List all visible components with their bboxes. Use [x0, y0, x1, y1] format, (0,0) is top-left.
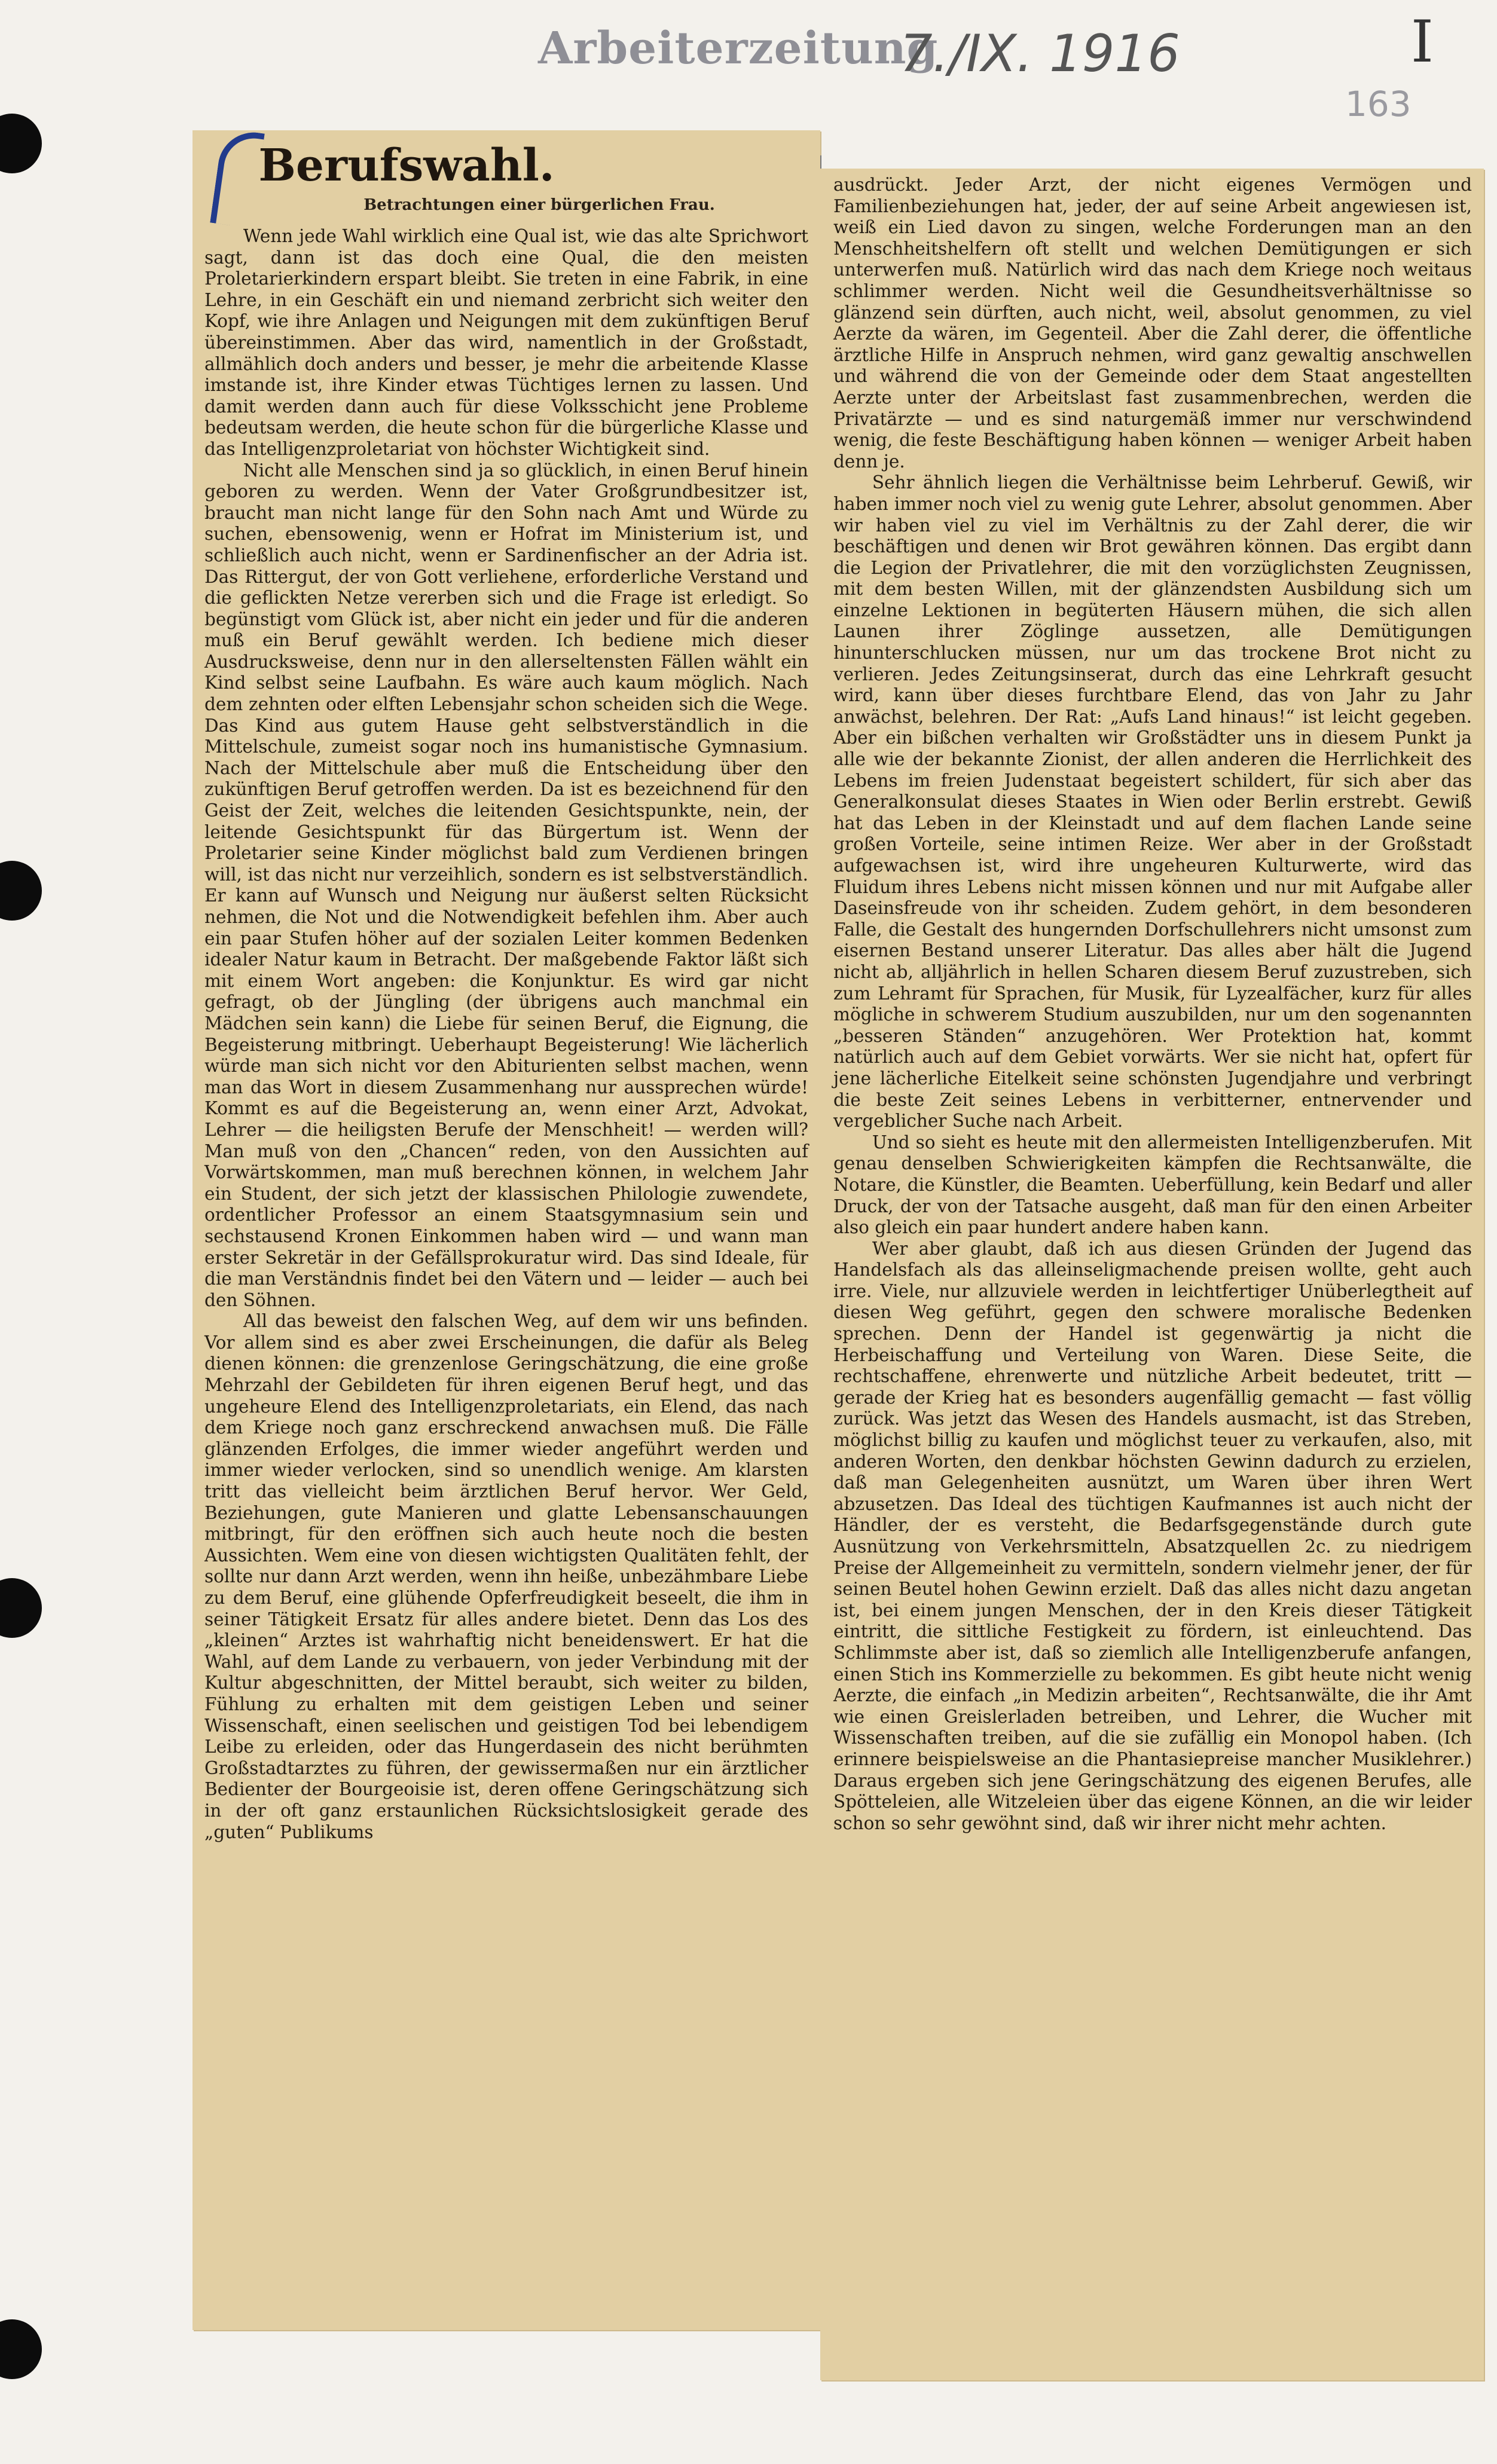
punch-hole	[0, 1578, 42, 1638]
clipping-right-column	[820, 169, 1484, 2380]
paragraph: ausdrückt. Jeder Arzt, der nicht eigenes Vermögen und Familienbeziehungen hat, jeder, der auf seine Arbeit angewiesen ist, weiß ein Lied davon zu singen, welche Forderungen man an den Menschheitshelfern oft stellt und welchen Demütigungen er sich unterwerfen muß. Natürlich wird das nach dem Kriege noch weitaus schlimmer werden. Nicht weil die Gesundheitsverhältnisse so glänzend sein dürften, auch nicht, weil, absolut genommen, zu viel Aerzte da wären, im Gegenteil. Aber die Zahl derer, die öffentliche ärztliche Hilfe in Anspruch nehmen, wird ganz gewaltig anschwellen und während die von der Gemeinde oder dem Staat angestellten Aerzte unter der Arbeitslast fast zusammenbrechen, werden die Privatärzte — und es sind naturgemäß immer nur verschwindend wenig, die feste Beschäftigung haben können — weniger Arbeit haben denn je.	[833, 175, 1472, 472]
paragraph: Nicht alle Menschen sind ja so glücklich, in einen Beruf hinein geboren zu werden. Wenn der Vater Großgrundbesitzer ist, braucht man nicht lange für den Sohn nach Amt und Würde zu suchen, ebensowenig, wenn er Hofrat im Ministerium ist, und schließlich auch nicht, wenn er Sardinenfischer an der Adria ist. Das Rittergut, der von Gott verliehene, erforderliche Verstand und die geflickten Netze vererben sich und die Frage ist erledigt. So begünstigt vom Glück ist, aber nicht ein jeder und für die anderen muß ein Beruf gewählt werden. Ich bediene mich dieser Ausdrucksweise, denn nur in den allerseltensten Fällen wählt ein Kind selbst seine Laufbahn. Es wäre auch kaum möglich. Nach dem zehnten oder elften Lebensjahr schon scheiden sich die Wege. Das Kind aus gutem Hause geht selbstverständlich in die Mittelschule, zumeist sogar noch ins humanistische Gymnasium. Nach der Mittelschule aber muß die Entscheidung über den zukünftigen Beruf getroffen werden. Da ist es bezeichnend für den Geist der Zeit, welches die leitenden Gesichtspunkte, nein, der leitende Gesichtspunkt für das Bürgertum ist. Wenn der Proletarier seine Kinder möglichst bald zum Verdienen bringen will, ist das nicht nur verzeihlich, sondern es ist selbstverständlich. Er kann auf Wunsch und Neigung nur äußerst selten Rücksicht nehmen, die Not und die Notwendigkeit befehlen ihm. Aber auch ein paar Stufen höher auf der sozialen Leiter kommen Bedenken idealer Natur kaum in Betracht. Der maßgebende Faktor läßt sich mit einem Wort angeben: die Konjunktur. Es wird gar nicht gefragt, ob der Jüngling (der übrigens auch manchmal ein Mädchen sein kann) die Liebe für seinen Beruf, die Eignung, die Begeisterung mitbringt. Ueberhaupt Begeisterung! Wie lächerlich würde man sich nicht vor den Abiturienten selbst machen, wenn man das Wort in diesem Zusammenhang nur aussprechen würde! Kommt es auf die Begeisterung an, wenn einer Arzt, Advokat, Lehrer — die heiligsten Berufe der Menschheit! — werden will? Man muß von den „Chancen“ reden, von den Aussichten auf Vorwärtskommen, man muß berechnen können, in welchem Jahr ein Student, der sich jetzt der klassischen Philologie zuwendete, ordentlicher Professor an einem Staatsgymnasium sein und sechstausend Kronen Einkommen haben wird — und wann man erster Sekretär in der Gefällsprokuratur wird. Das sind Ideale, für die man Verständnis findet bei den Vätern und — leider — auch bei den Söhnen.	[204, 460, 808, 1310]
article-text-right	[833, 175, 1472, 2374]
paragraph: Wer aber glaubt, daß ich aus diesen Gründen der Jugend das Handelsfach als das alleinseligmachende preisen wollte, geht auch irre. Viele, nur allzuviele werden in leichtfertiger Unüberlegtheit auf diesen Weg geführt, gegen den schwere moralische Bedenken sprechen. Denn der Handel ist gegenwärtig ja nicht die Herbeischaffung und Verteilung von Waren. Diese Seite, die rechtschaffene, ehrenwerte und nützliche Arbeit bedeutet, tritt — gerade der Krieg hat es besonders augenfällig gemacht — fast völlig zurück. Was jetzt das Wesen des Handels ausmacht, ist das Streben, möglichst billig zu kaufen und möglichst teuer zu verkaufen, also, mit anderen Worten, den denkbar höchsten Gewinn dadurch zu erzielen, daß man Gelegenheiten ausnützt, um Waren über ihren Wert abzusetzen. Das Ideal des tüchtigen Kaufmannes ist auch nicht der Händler, der es versteht, die Bedarfsgegenstände durch gute Ausnützung von Verkehrsmitteln, Absatzquellen 2c. zu niedrigem Preise der Allgemeinheit zu vermitteln, sondern vielmehr jener, der für seinen Beutel hohen Gewinn erzielt. Daß das alles nicht dazu angetan ist, bei einem jungen Menschen, der in den Kreis dieser Tätigkeit eintritt, die sittliche Festigkeit zu fördern, ist einleuchtend. Das Schlimmste aber ist, daß so ziemlich alle Intelligenzberufe anfangen, einen Stich ins Kommerzielle zu bekommen. Es gibt heute nicht wenig Aerzte, die einfach „in Medizin arbeiten“, Rechtsanwälte, die ihr Amt wie einen Greislerladen betreiben, und Lehrer, die Wucher mit Wissenschaften treiben, auf die sie zufällig ein Monopol haben. (Ich erinnere beispielsweise an die Phantasiepreise mancher Musiklehrer.) Daraus ergeben sich jene Geringschätzung des eigenen Berufes, alle Spötteleien, alle Witzeleien über das eigene Können, an die wir leider schon so sehr gewöhnt sind, daß wir ihrer nicht mehr achten.	[833, 1238, 1472, 1833]
paragraph: Und so sieht es heute mit den allermeisten Intelligenzberufen. Mit genau denselben Schwierigkeiten kämpfen die Rechtsanwälte, die Notare, die Künstler, die Beamten. Ueberfüllung, kein Bedarf und aller Druck, der von der Tatsache ausgeht, daß man für den einen Arbeiter also gleich ein paar hundert andere haben kann.	[833, 1132, 1472, 1238]
archive-page-number: 163	[1345, 84, 1412, 124]
punch-hole	[0, 114, 42, 173]
punch-hole	[0, 2319, 42, 2379]
handwritten-date: 7./IX. 1916	[900, 24, 1180, 84]
article-title: Berufswahl.	[258, 140, 555, 191]
newspaper-stamp: Arbeiterzeitung	[538, 23, 939, 74]
paragraph: Wenn jede Wahl wirklich eine Qual ist, wie das alte Sprichwort sagt, dann ist das doch eine Qual, die den meisten Proletarierkindern erspart bleibt. Sie treten in eine Fabrik, in eine Lehre, in ein Geschäft ein und niemand zerbricht sich weiter den Kopf, wie ihre Anlagen und Neigungen mit dem zukünftigen Beruf übereinstimmen. Aber das wird, namentlich in der Großstadt, allmählich doch anders und besser, je mehr die arbeitende Klasse imstande ist, ihre Kinder etwas Tüchtiges lernen zu lassen. Und damit werden dann auch für diese Volksschicht jene Probleme bedeutsam werden, die heute schon für die bürgerliche Klasse und das Intelligenzproletariat von höchster Wichtigkeit sind.	[204, 226, 808, 459]
roman-numeral-mark: I	[1411, 8, 1434, 75]
paragraph: All das beweist den falschen Weg, auf dem wir uns befinden. Vor allem sind es aber zwei Erscheinungen, die dafür als Beleg dienen können: die grenzenlose Geringschätzung, die eine große Mehrzahl der Gebildeten für ihren eigenen Beruf hegt, und das ungeheure Elend des Intelligenzproletariats, ein Elend, das nach dem Kriege noch ganz erschreckend anwachsen muß. Die Fälle glänzenden Erfolges, die immer wieder angeführt werden und immer wieder verlocken, sind so unendlich wenige. Am klarsten tritt das vielleicht beim ärztlichen Beruf hervor. Wer Geld, Beziehungen, gute Manieren und glatte Lebensanschauungen mitbringt, für den eröffnen sich auch heute noch die besten Aussichten. Wem eine von diesen wichtigsten Qualitäten fehlt, der sollte nur dann Arzt werden, wenn ihn heiße, unbezähmbare Liebe zu dem Beruf, eine glühende Opferfreudigkeit beseelt, die ihm in seiner Tätigkeit Ersatz für alles andere bietet. Denn das Los des „kleinen“ Arztes ist wahrhaftig nicht beneidenswert. Er hat die Wahl, auf dem Lande zu verbauern, von jeder Verbindung mit der Kultur abgeschnitten, der Mittel beraubt, sich weiter zu bilden, Fühlung zu erhalten mit dem geistigen Leben und seiner Wissenschaft, einen seelischen und geistigen Tod bei lebendigem Leibe zu erleiden, oder das Hungerdasein des nicht berühmten Großstadtarztes zu führen, der gewissermaßen nur ein ärztlicher Bedienter der Bourgeoisie ist, deren offene Geringschätzung sich in der oft ganz erstaunlichen Rücksichtslosigkeit gerade des „guten“ Publikums	[204, 1311, 808, 1842]
article-subtitle: Betrachtungen einer bürgerlichen Frau.	[363, 196, 715, 214]
clipping-left-column	[193, 130, 820, 2330]
paragraph: Sehr ähnlich liegen die Verhältnisse beim Lehrberuf. Gewiß, wir haben immer noch viel zu wenig gute Lehrer, absolut genommen. Aber wir haben viel zu viel im Verhältnis zu der Zahl derer, die wir beschäftigen und denen wir Brot gewähren können. Das ergibt dann die Legion der Privatlehrer, die mit den vorzüglichsten Zeugnissen, mit dem besten Willen, mit der glänzendsten Ausbildung sich um einzelne Lektionen in begüterten Häusern mühen, die sich allen Launen ihrer Zöglinge aussetzen, alle Demütigungen hinunterschlucken müssen, nur um das trockene Brot nicht zu verlieren. Jedes Zeitungsinserat, durch das eine Lehrkraft gesucht wird, kann über dieses furchtbare Elend, das von Jahr zu Jahr anwächst, belehren. Der Rat: „Aufs Land hinaus!“ ist leicht gegeben. Aber ein bißchen verhalten wir Großstädter uns in diesem Punkt ja alle wie der bekannte Zionist, der allen anderen die Herrlichkeit des Lebens im freien Judenstaat begeistert schildert, für sich aber das Generalkonsulat dieses Staates in Wien oder Berlin erstrebt. Gewiß hat das Leben in der Kleinstadt und auf dem flachen Lande seine großen Vorteile, seine intimen Reize. Wer aber in der Großstadt aufgewachsen ist, wird ihre ungeheuren Kulturwerte, wird das Fluidum ihres Lebens nicht missen können und nur mit Aufgabe aller Daseinsfreude von ihr scheiden. Zudem gehört, in dem besonderen Falle, die Gestalt des hungernden Dorfschullehrers nicht umsonst zum eisernen Bestand unserer Literatur. Das alles aber hält die Jugend nicht ab, alljährlich in hellen Scharen diesem Beruf zuzustreben, sich zum Lehramt für Sprachen, für Musik, für Lyzealfächer, kurz für alles mögliche in schwerem Studium auszubilden, nur um den sogenannten „besseren Ständen“ anzugehören. Wer Protektion hat, kommt natürlich auch auf dem Gebiet vorwärts. Wer sie nicht hat, opfert für jene lächerliche Eitelkeit seine schönsten Jugendjahre und verbringt die beste Zeit seines Lebens in verbitterner, entnervender und vergeblicher Suche nach Arbeit.	[833, 472, 1472, 1132]
punch-hole	[0, 861, 42, 921]
article-text-left	[204, 226, 808, 2318]
